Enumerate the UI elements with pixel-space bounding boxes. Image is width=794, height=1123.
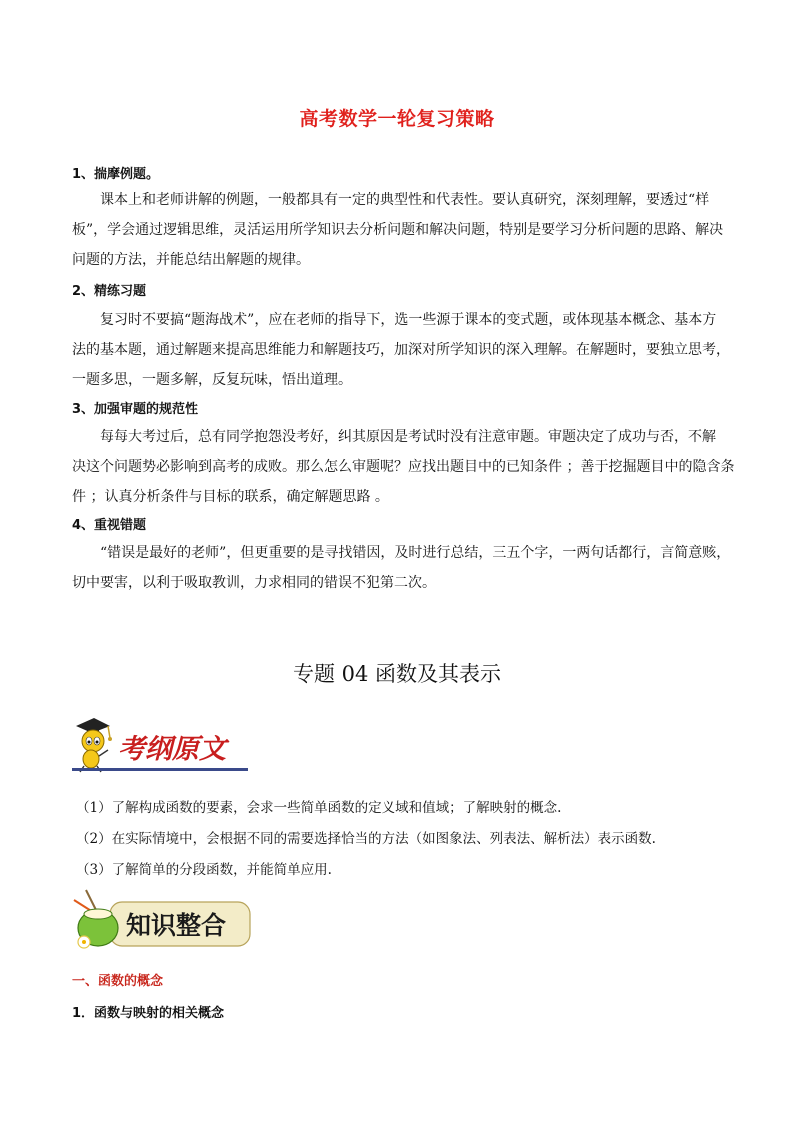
- paragraph-line: 复习时不要搞“题海战术”，应在老师的指导下，选一些源于课本的变式题，或体现基本概念、基本方: [100, 312, 717, 328]
- section-paragraph-3: [72, 422, 735, 512]
- paragraph-line: 决这个问题势必影响到高考的成败。那么怎么审题呢？应找出题目中的已知条件 ；善于挖掘题目中的隐含条: [72, 459, 735, 475]
- outline-item-1: （1）了解构成函数的要素，会求一些简单函数的定义域和值域；了解映射的概念.: [76, 800, 562, 816]
- paragraph-line: “错误是最好的老师”，但更重要的是寻找错因，及时进行总结，三五个字，一两句话都行，言简意赅，: [100, 545, 731, 561]
- section-paragraph-2: [72, 305, 730, 395]
- outline-item-3: （3）了解简单的分段函数，并能简单应用.: [76, 862, 332, 878]
- section-heading-3: 3、加强审题的规范性: [72, 402, 199, 417]
- coconut-drink-icon: [74, 890, 118, 948]
- knowledge-badge-label: 知识整合: [126, 911, 227, 940]
- knowledge-badge: [70, 884, 254, 954]
- paragraph-line: 每每大考过后，总有同学抱怨没考好，纠其原因是考试时没有注意审题。审题决定了成功与否，不解: [100, 429, 716, 445]
- ant-mascot-icon: [76, 718, 112, 772]
- section-heading-2: 2、精练习题: [72, 284, 147, 299]
- section-heading-4: 4、重视错题: [72, 518, 147, 533]
- section-paragraph-4: [72, 538, 731, 598]
- section-heading-1: 1、揣摩例题。: [72, 167, 160, 182]
- subsection-heading-concept: 一、函数的概念: [72, 974, 164, 989]
- paragraph-line: 板”，学会通过逻辑思维，灵活运用所学知识去分析问题和解决问题，特别是要学习分析问题的思路、解决: [72, 222, 724, 238]
- outline-badge-label: 考纲原文: [118, 734, 226, 765]
- subsection-heading-mapping: 1．函数与映射的相关概念: [72, 1006, 225, 1021]
- outline-badge: [70, 714, 250, 774]
- topic-title: 专题 04 函数及其表示: [292, 662, 502, 686]
- section-paragraph-1: [72, 185, 724, 275]
- paragraph-line: 件 ；认真分析条件与目标的联系，确定解题思路 。: [72, 489, 389, 505]
- paragraph-line: 法的基本题，通过解题来提高思维能力和解题技巧，加深对所学知识的深入理解。在解题时，要独立思考，: [72, 342, 730, 358]
- page-title: 高考数学一轮复习策略: [299, 108, 495, 130]
- outline-item-2: （2）在实际情境中，会根据不同的需要选择恰当的方法（如图象法、列表法、解析法）表示函数.: [76, 831, 656, 847]
- paragraph-line: 课本上和老师讲解的例题，一般都具有一定的典型性和代表性。要认真研究，深刻理解，要透过“样: [100, 192, 710, 208]
- paragraph-line: 切中要害，以利于吸取教训，力求相同的错误不犯第二次。: [72, 575, 436, 591]
- paragraph-line: 问题的方法，并能总结出解题的规律。: [72, 252, 310, 268]
- paragraph-line: 一题多思，一题多解，反复玩味，悟出道理。: [72, 372, 352, 388]
